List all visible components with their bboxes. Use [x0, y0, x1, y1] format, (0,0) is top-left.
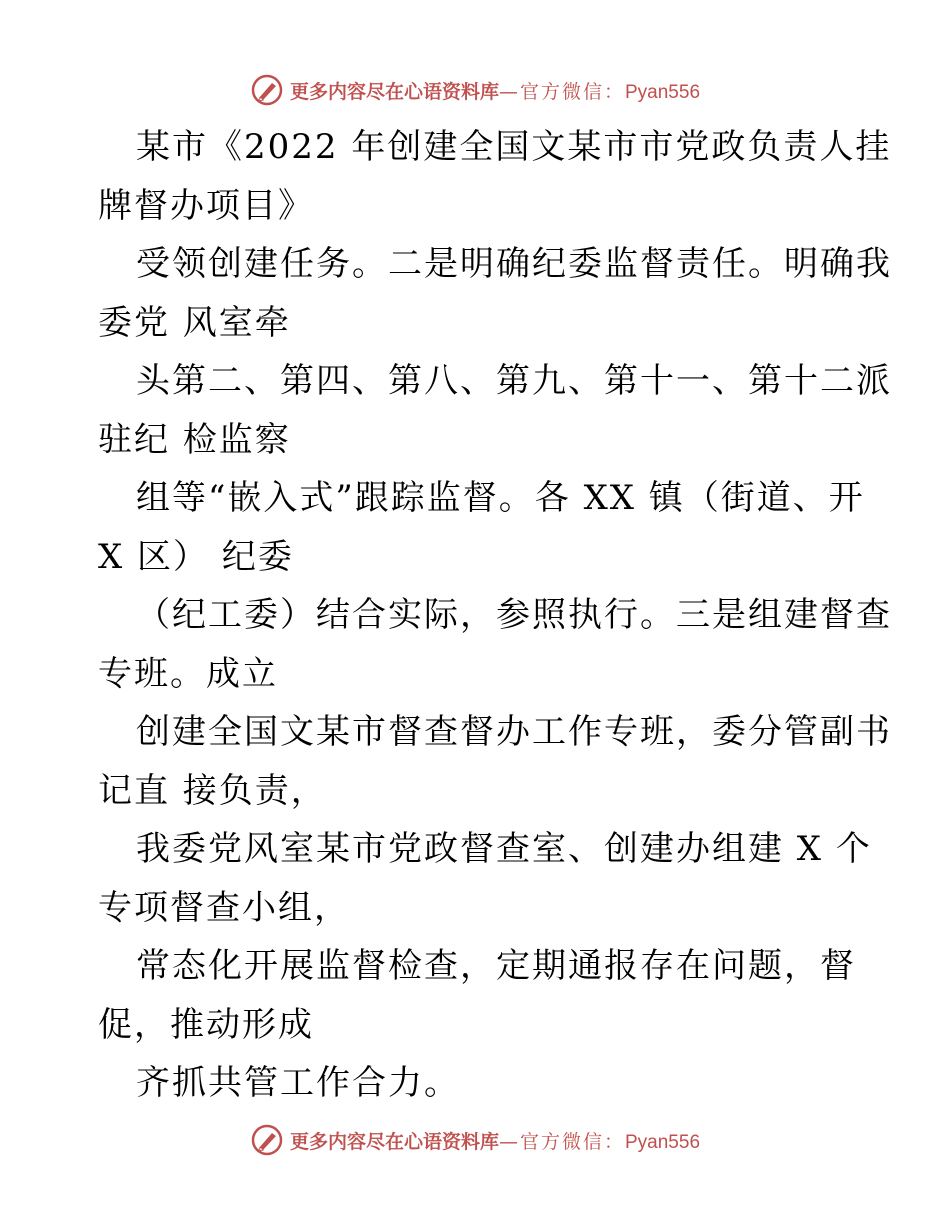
paragraph-line: 专班。成立	[98, 653, 278, 694]
watermark-footer	[0, 1120, 950, 1160]
paragraph-line: 委党 风室牵	[98, 302, 291, 343]
paragraph-line: （纪工委）结合实际，参照执行。三是组建督查	[136, 595, 892, 635]
paragraph-line: 某市《2022 年创建全国文某市市党政负责人挂	[136, 127, 892, 167]
pen-seal-icon	[250, 73, 284, 107]
paragraph-line: 促，推动形成	[98, 1004, 314, 1045]
watermark-header	[0, 70, 950, 110]
paragraph-line: 头第二、第四、第八、第九、第十一、第十二派	[136, 361, 892, 401]
watermark-text: 更多内容尽在心语资料库—官方微信：Pyan556	[289, 1130, 701, 1153]
pen-seal-icon	[250, 1123, 284, 1157]
paragraph-line: 组等“嵌入式”跟踪监督。各 XX 镇（街道、开	[136, 478, 865, 518]
paragraph-line: 牌督办项目》	[98, 185, 314, 226]
paragraph-line: 专项督查小组，	[98, 887, 350, 928]
paragraph-line: 齐抓共管工作合力。	[136, 1063, 460, 1103]
paragraph-line: 记直 接负责，	[98, 770, 327, 811]
paragraph-line: 常态化开展监督检查，定期通报存在问题，督	[136, 946, 856, 986]
document-body	[98, 118, 892, 1113]
paragraph-line: X 区） 纪委	[98, 536, 294, 577]
paragraph-line: 受领创建任务。二是明确纪委监督责任。明确我	[136, 244, 892, 284]
paragraph-line: 驻纪 检监察	[98, 419, 291, 460]
watermark-text: 更多内容尽在心语资料库—官方微信：Pyan556	[289, 80, 701, 103]
paragraph-line: 创建全国文某市督查督办工作专班，委分管副书	[136, 712, 892, 752]
paragraph-line: 我委党风室某市党政督查室、创建办组建 X 个	[136, 829, 872, 869]
